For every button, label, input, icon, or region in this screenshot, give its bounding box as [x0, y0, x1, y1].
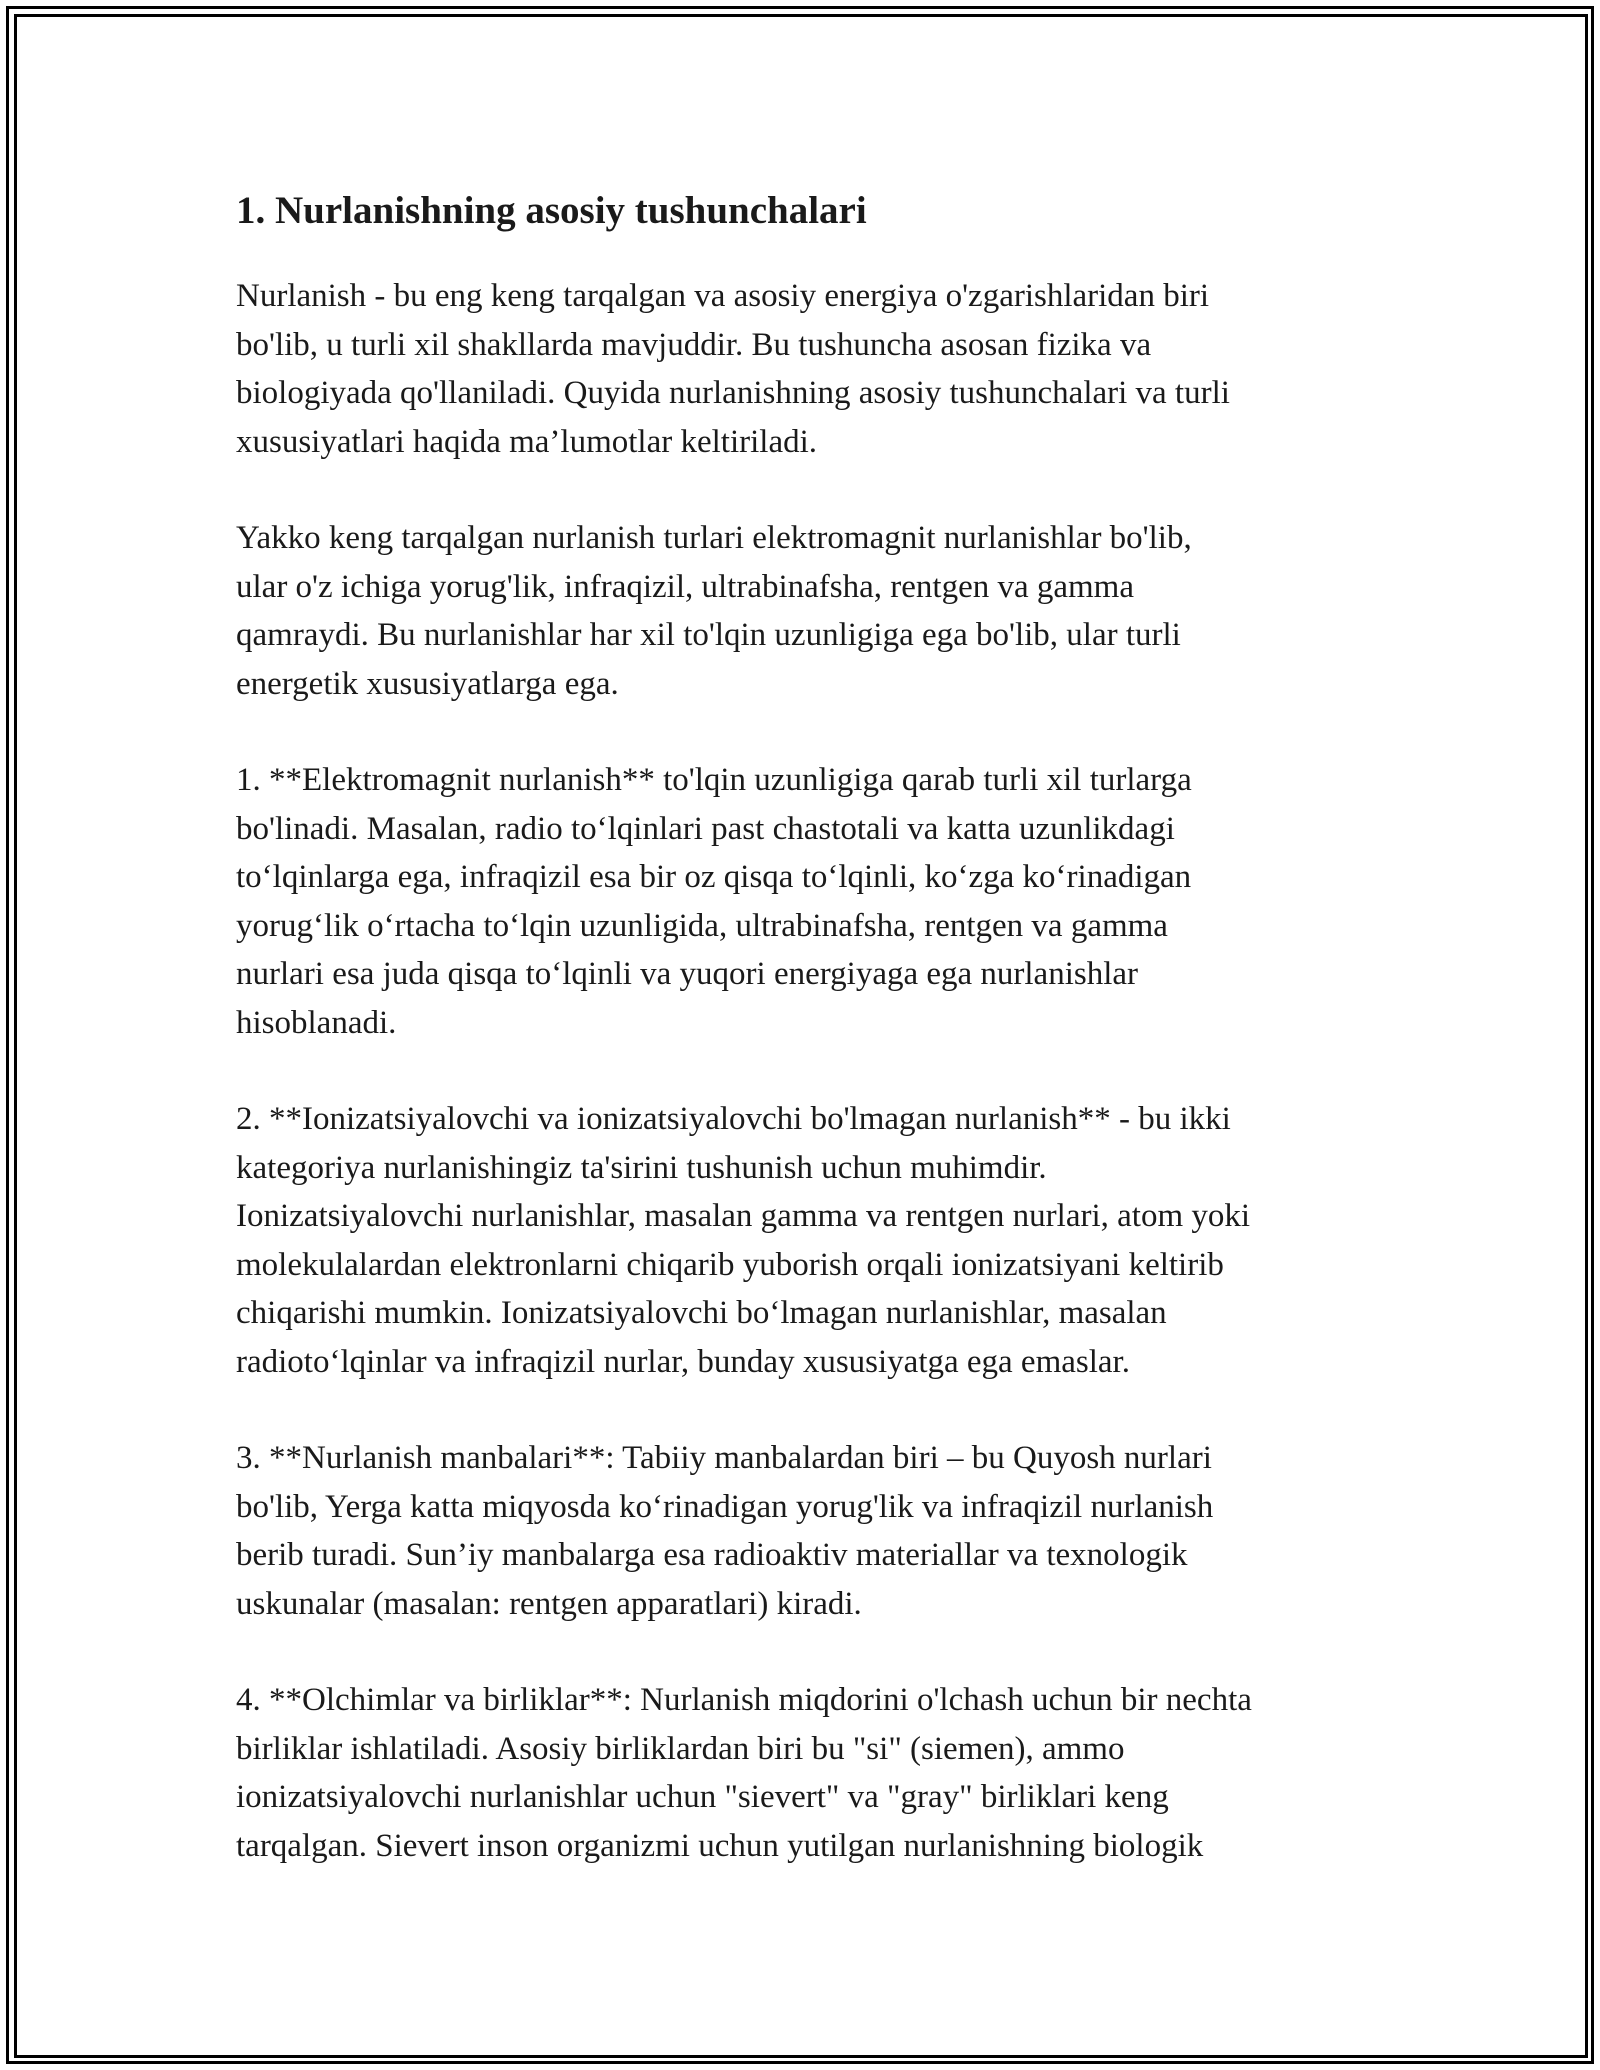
paragraph-item-2: 2. **Ionizatsiyalovchi va ionizatsiyalovchi bo'lmagan nurlanish** - bu ikki kategoriya nurlanishingiz ta'sirini tushunish uchun muhimdir. Ionizatsiyalovchi nurlanishlar, masalan gamma va rentgen nurlari, atom yoki molekulalardan elektronlarni chiqarib yuborish orqali ionizatsiyani keltirib chiqarishi mumkin. Ionizatsiyalovchi bo‘lmagan nurlanishlar, masalan radioto‘lqinlar va infraqizil nurlar, bunday xususiyatga ega emaslar.: [236, 1101, 1251, 1380]
paragraph-item-3: 3. **Nurlanish manbalari**: Tabiiy manbalardan biri – bu Quyosh nurlari bo'lib, Yerga katta miqyosda ko‘rinadigan yorug'lik va infraqizil nurlanish berib turadi. Sun’iy manbalarga esa radioaktiv materiallar va texnologik uskunalar (masalan: rentgen apparatlari) kiradi.: [236, 1440, 1214, 1622]
paragraph-item-1: 1. **Elektromagnit nurlanish** to'lqin uzunligiga qarab turli xil turlarga bo'linadi. Masalan, radio to‘lqinlari past chastotali va katta uzunlikdagi to‘lqinlarga ega, infraqizil esa bir oz qisqa to‘lqinli, ko‘zga ko‘rinadigan yorug‘lik o‘rtacha to‘lqin uzunligida, ultrabinafsha, rentgen va gamma nurlari esa juda qisqa to‘lqinli va yuqori energiyaga ega nurlanishlar hisoblanadi.: [236, 762, 1192, 1041]
paragraph-item-4: 4. **Olchimlar va birliklar**: Nurlanish miqdorini o'lchash uchun bir nechta birliklar ishlatiladi. Asosiy birliklardan biri bu "si" (siemen), ammo ionizatsiyalovchi nurlanishlar uchun "sievert" va "gray" birliklari keng tarqalgan. Sievert inson organizmi uchun yutilgan nurlanishning biologik: [236, 1682, 1252, 1864]
paragraph-em-types: Yakko keng tarqalgan nurlanish turlari elektromagnit nurlanishlar bo'lib, ular o'z ichiga yorug'lik, infraqizil, ultrabinafsha, rentgen va gamma qamraydi. Bu nurlanishlar har xil to'lqin uzunligiga ega bo'lib, ular turli energetik xususiyatlarga ega.: [236, 520, 1192, 702]
document-body: [236, 186, 1376, 1918]
section-heading: 1. Nurlanishning asosiy tushunchalari: [236, 189, 867, 232]
paragraph-intro: Nurlanish - bu eng keng tarqalgan va asosiy energiya o'zgarishlaridan biri bo'lib, u turli xil shakllarda mavjuddir. Bu tushuncha asosan fizika va biologiyada qo'llaniladi. Quyida nurlanishning asosiy tushunchalari va turli xususiyatlari haqida ma’lumotlar keltiriladi.: [236, 278, 1230, 460]
